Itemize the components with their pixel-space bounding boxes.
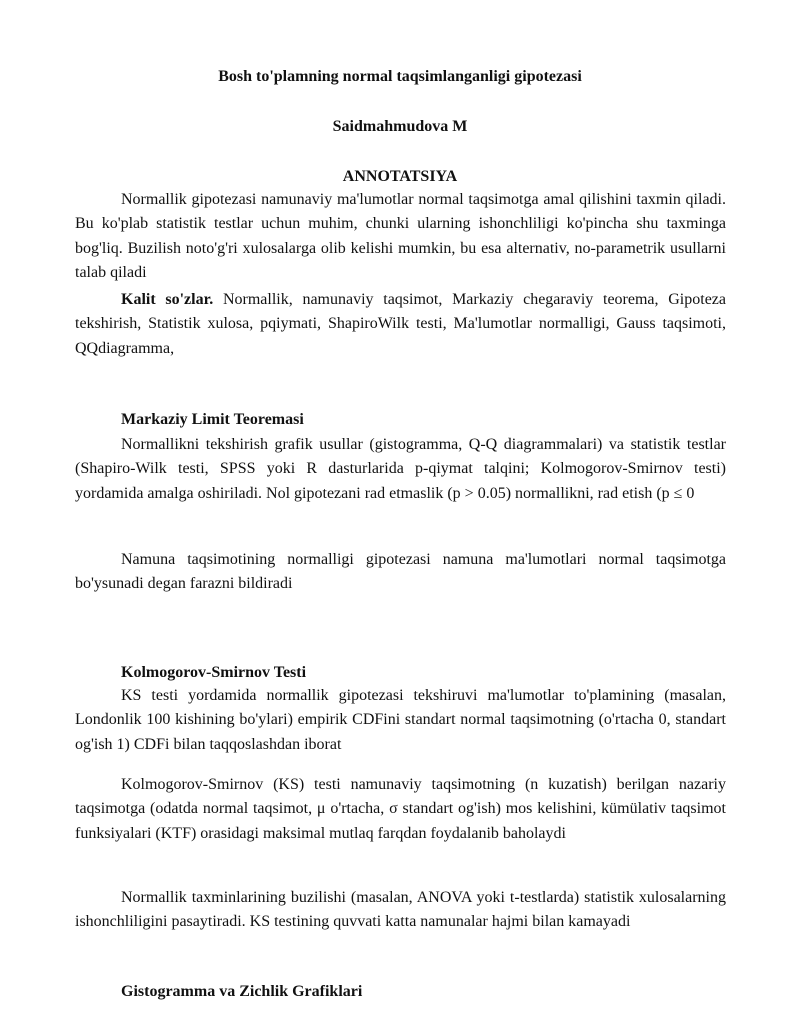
annotation-heading: ANNOTATSIYA	[342, 168, 458, 185]
annotation-paragraph: Normallik gipotezasi namunaviy ma'lumotlar normal taqsimotga amal qilishini taxmin qiladi. Bu ko'plab statistik testlar uchun muhim, chunki ularning ishonchliligi ko'pincha shu taxminga bog'liq. Buzilish noto'g'ri xulosalarga olib kelishi mumkin, bu esa alternativ, no-parametrik usullarni talab qiladi	[75, 191, 726, 282]
section2-paragraph-1: KS testi yordamida normallik gipotezasi tekshiruvi ma'lumotlar to'plamining (masalan, Londonlik 100 kishining bo'ylari) empirik CDFini standart normal taqsimotning (o'rtacha 0, standart og'ish 1) CDFi bilan taqqoslashdan iborat	[75, 687, 726, 753]
section-heading-histogram: Gistogramma va Zichlik Grafiklari	[121, 983, 363, 1000]
keywords-text: Normallik, namunaviy taqsimot, Markaziy chegaraviy teorema, Gipoteza tekshirish, Statistik xulosa, pqiymati, ShapiroWilk testi, Ma'lumotlar normalligi, Gauss taqsimoti, QQdiagramma,	[75, 291, 726, 357]
section1-paragraph-1: Normallikni tekshirish grafik usullar (gistogramma, Q-Q diagrammalari) va statistik testlar (Shapiro-Wilk testi, SPSS yoki R dasturlarida p-qiymat talqini; Kolmogorov-Smirnov testi) yordamida amalga oshiriladi. Nol gipotezani rad etmaslik (p > 0.05) normallikni, rad etish (p ≤ 0	[75, 436, 726, 502]
keywords-label: Kalit so'zlar.	[121, 291, 214, 308]
section1-paragraph-2: Namuna taqsimotining normalligi gipotezasi namuna ma'lumotlari normal taqsimotga bo'ysunadi degan farazni bildiradi	[75, 551, 726, 593]
section2-paragraph-2: Kolmogorov-Smirnov (KS) testi namunaviy taqsimotning (n kuzatish) berilgan nazariy taqsimotga (odatda normal taqsimot, μ o'rtacha, σ standart og'ish) mos kelishini, kümülativ taqsimot funksiyalari (KTF) orasidagi maksimal mutlaq farqdan foydalanib baholaydi	[75, 776, 726, 842]
section-heading-central-limit: Markaziy Limit Teoremasi	[121, 411, 304, 428]
paper-title: Bosh to'plamning normal taqsimlanganligi gipotezasi	[218, 68, 582, 85]
author-name: Saidmahmudova M	[332, 118, 468, 135]
keywords-paragraph	[75, 288, 726, 361]
section2-paragraph-3: Normallik taxminlarining buzilishi (masalan, ANOVA yoki t-testlarda) statistik xulosalarning ishonchliligini pasaytiradi. KS testining quvvati katta namunalar hajmi bilan kamayadi	[75, 889, 726, 931]
section-heading-ks-test: Kolmogorov-Smirnov Testi	[121, 664, 307, 681]
